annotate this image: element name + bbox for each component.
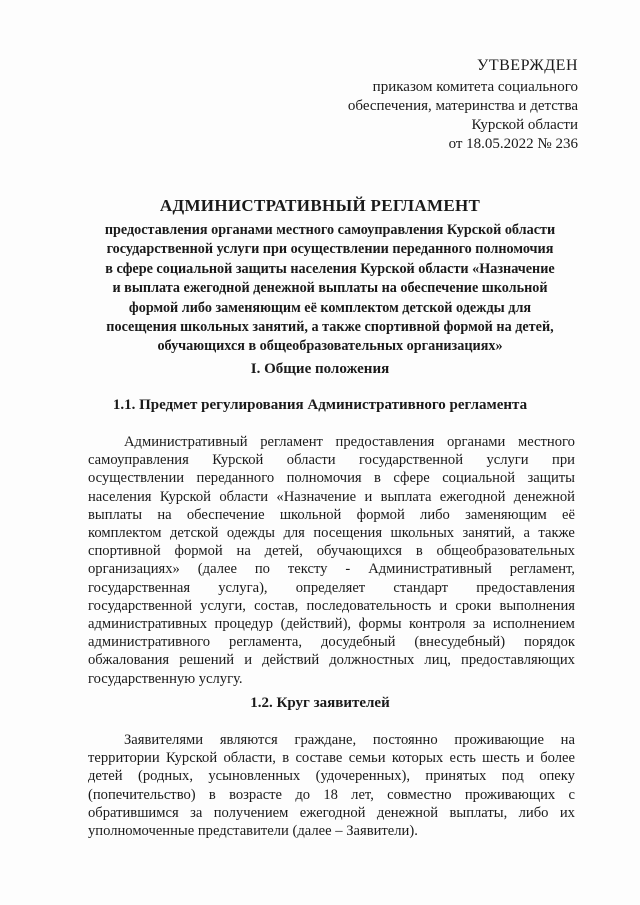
word: лиц, <box>424 652 451 669</box>
word: (попечительство) <box>88 786 196 803</box>
word: переданного <box>196 470 275 487</box>
word: есть <box>449 750 476 767</box>
subtitle-line: в сфере социальной защиты населения Курской области «Назначение <box>105 260 555 277</box>
word: общеобразовательных <box>436 543 575 560</box>
word: обратившимся <box>88 804 179 821</box>
document-title: АДМИНИСТРАТИВНЫЙ РЕГЛАМЕНТ <box>159 196 481 215</box>
text-line <box>88 651 575 669</box>
word: определяет <box>295 579 366 596</box>
word: на <box>560 732 575 748</box>
word: посещения <box>313 525 383 542</box>
word: социальной <box>442 470 516 487</box>
word: при <box>552 452 575 469</box>
word: лет, <box>351 786 374 803</box>
word: самоуправления <box>88 452 189 469</box>
word: тексту <box>287 561 328 578</box>
word: опеку <box>539 768 575 785</box>
word: под <box>501 768 524 785</box>
word: и <box>244 652 252 669</box>
word: получением <box>213 804 289 821</box>
word: - <box>345 561 351 578</box>
paragraph-subject <box>88 433 575 688</box>
word: в <box>374 470 381 487</box>
word: исполнением <box>492 616 575 633</box>
word: одежды <box>226 525 275 542</box>
word: проживающих <box>464 786 556 803</box>
word: детей, <box>264 543 303 560</box>
word: и <box>526 750 534 767</box>
word: ежегодной <box>299 804 366 821</box>
word: обжалования <box>88 652 170 669</box>
word: для <box>283 525 305 542</box>
word: (далее <box>197 561 237 578</box>
word: с <box>568 786 575 803</box>
word: формой <box>356 506 405 523</box>
text-line <box>88 822 575 840</box>
word: за <box>190 804 203 821</box>
word: организациях» <box>88 561 180 578</box>
word: области, <box>223 750 276 767</box>
text-line <box>88 579 575 597</box>
text-line <box>88 524 575 542</box>
section-heading-general: I. Общие положения <box>250 361 390 377</box>
word: в <box>208 786 216 803</box>
word: Курской <box>212 452 264 469</box>
word: (родных, <box>137 768 193 785</box>
word: комплектом <box>88 525 162 542</box>
word: последовательность <box>306 597 432 614</box>
text-line <box>88 506 575 524</box>
word: услуга), <box>218 579 268 596</box>
word: денежной <box>513 488 575 505</box>
word: административного <box>88 634 211 651</box>
subtitle-line: формой либо заменяющим её комплектом детской одежды для <box>128 299 532 316</box>
word: их <box>559 804 575 821</box>
text-line <box>88 731 575 749</box>
word: предоставления <box>335 434 435 450</box>
word: (действий), <box>280 616 352 633</box>
word: выплаты, <box>449 804 508 821</box>
text-line <box>88 488 575 506</box>
word: Заявителями <box>124 732 204 748</box>
word: и <box>364 488 373 505</box>
word: Административный <box>124 434 248 450</box>
word: заменяющим <box>465 506 547 523</box>
word: государственной <box>359 452 464 469</box>
word: постоянно <box>372 732 438 748</box>
word: выплаты <box>88 506 143 523</box>
word: более <box>540 750 575 767</box>
word: до <box>295 786 311 803</box>
word: спортивной <box>88 543 161 560</box>
word: предоставления <box>476 579 575 596</box>
word: населения <box>88 488 152 505</box>
word: порядок <box>524 634 575 651</box>
subtitle-line: и выплата ежегодной денежной выплаты на обеспечение школьной <box>112 280 548 297</box>
text-line <box>88 670 575 688</box>
word: контроля <box>409 616 466 633</box>
word: также <box>538 525 575 542</box>
word: в <box>415 543 423 560</box>
word: полномочия <box>286 470 362 487</box>
text-line <box>88 786 575 804</box>
word: формой <box>174 543 223 560</box>
subtitle-line: обучающихся в общеобразовательных организациях» <box>157 338 503 355</box>
word: совместно <box>387 786 452 803</box>
word: состав, <box>254 597 299 614</box>
word: либо <box>420 506 450 523</box>
word: Курской <box>159 488 211 505</box>
word: (удочеренных), <box>315 768 411 785</box>
text-line <box>88 615 575 633</box>
approval-line: от 18.05.2022 № 236 <box>448 136 578 152</box>
word: досудебный <box>320 634 396 651</box>
word: возрасте <box>229 786 283 803</box>
approval-title: УТВЕРЖДЕН <box>477 57 578 74</box>
word: предоставляющих <box>461 652 575 669</box>
word: выплата <box>380 488 432 505</box>
section-heading-subject: 1.1. Предмет регулирования Административного регламента <box>112 397 528 413</box>
word: школьной <box>279 506 342 523</box>
word: за <box>473 616 486 633</box>
text-line <box>88 597 575 615</box>
word: являются <box>219 732 278 748</box>
approval-line: приказом комитета социального <box>372 79 578 95</box>
word: Административный <box>368 561 492 578</box>
word: услуги <box>486 452 529 469</box>
word: государственной <box>88 597 193 614</box>
word: граждане, <box>294 732 357 748</box>
word: территории <box>88 750 160 767</box>
word: действий <box>262 652 320 669</box>
word: формы <box>358 616 402 633</box>
text-line <box>88 560 575 578</box>
word: либо <box>518 804 549 821</box>
word: 18 <box>323 786 338 803</box>
text-line <box>88 633 575 651</box>
word: которых <box>391 750 444 767</box>
word: «Назначение <box>276 488 357 505</box>
word: регламент <box>260 434 323 450</box>
text-line <box>88 469 575 487</box>
word: государственная <box>88 579 191 596</box>
text-line <box>88 749 575 767</box>
word: решений <box>179 652 235 669</box>
word: выполнения <box>499 597 575 614</box>
text-line <box>88 542 575 560</box>
word: её <box>562 506 575 523</box>
word: принятых <box>425 768 487 785</box>
word: а <box>523 525 530 542</box>
document-subtitle <box>80 221 580 357</box>
paragraph-applicants <box>88 731 575 840</box>
word: осуществлении <box>88 470 185 487</box>
word: занятий, <box>462 525 515 542</box>
word: области <box>286 452 336 469</box>
word: на <box>157 506 172 523</box>
word: проживающие <box>454 732 544 748</box>
subtitle-line: государственной услуги при осуществлении переданного полномочия <box>106 241 554 258</box>
word: стандарт <box>393 579 449 596</box>
word: в <box>282 750 290 767</box>
word: обеспечение <box>186 506 265 523</box>
word: денежной <box>376 804 439 821</box>
word: государственную услугу. <box>88 670 243 687</box>
word: местного <box>517 434 575 450</box>
word: уполномоченные представители (далее – Заявители). <box>88 823 418 840</box>
word: административных <box>88 616 207 633</box>
word: на <box>236 543 251 560</box>
text-line <box>88 767 575 785</box>
word: (внесудебный) <box>414 634 506 651</box>
word: семьи <box>348 750 386 767</box>
word: сфере <box>393 470 430 487</box>
word: и <box>439 597 448 614</box>
approval-stamp <box>258 56 578 154</box>
word: регламент, <box>509 561 575 578</box>
subtitle-line: посещения школьных занятий, а также спортивной формой на детей, <box>106 319 554 336</box>
approval-line: Курской области <box>471 117 578 133</box>
word: усыновленных <box>208 768 301 785</box>
word: школьных <box>390 525 455 542</box>
word: шесть <box>482 750 520 767</box>
word: сроки <box>455 597 492 614</box>
word: регламента, <box>229 634 303 651</box>
text-line <box>88 433 575 451</box>
word: ежегодной <box>439 488 506 505</box>
text-line <box>88 451 575 469</box>
word: области <box>219 488 269 505</box>
word: детей <box>88 768 123 785</box>
word: защиты <box>527 470 575 487</box>
text-line <box>88 804 575 822</box>
approval-line: обеспечения, материнства и детства <box>347 98 578 114</box>
word: обучающихся <box>316 543 402 560</box>
word: составе <box>295 750 343 767</box>
word: Курской <box>165 750 218 767</box>
subtitle-line: предоставления органами местного самоуправления Курской области <box>104 222 556 238</box>
word: должностных <box>329 652 415 669</box>
word: органами <box>446 434 506 450</box>
word: процедур <box>214 616 274 633</box>
section-heading-applicants: 1.2. Круг заявителей <box>250 695 390 711</box>
word: детской <box>170 525 219 542</box>
word: по <box>254 561 270 578</box>
word: услуги, <box>200 597 246 614</box>
